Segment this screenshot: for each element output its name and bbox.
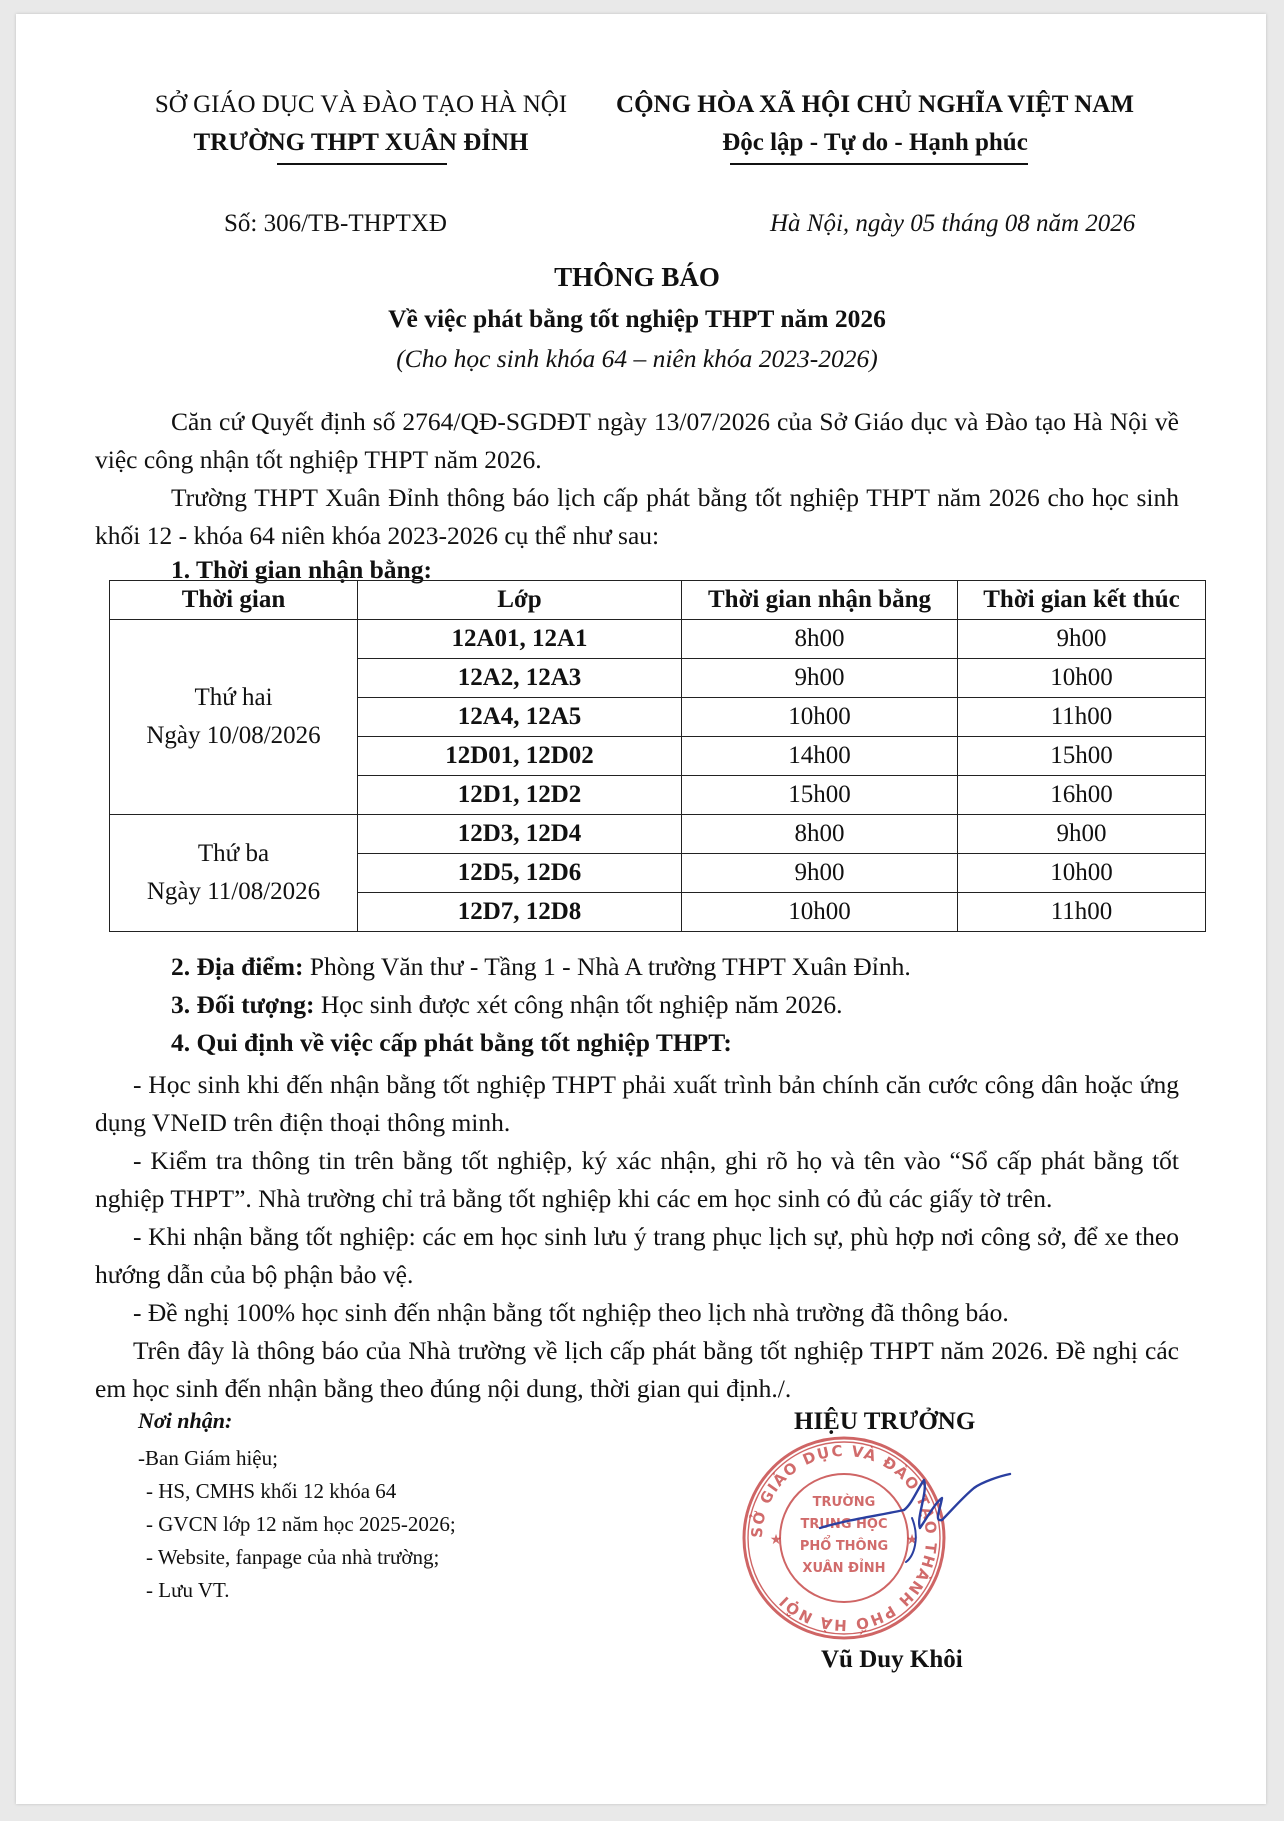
day-date: Ngày 11/08/2026 bbox=[146, 878, 321, 905]
seal-star-icon: ★ bbox=[905, 1532, 919, 1548]
class-cell: 12A2, 12A3 bbox=[358, 659, 682, 698]
end-time-cell: 9h00 bbox=[958, 815, 1206, 854]
end-time-cell: 11h00 bbox=[958, 893, 1206, 932]
issuer-department: SỞ GIÁO DỤC VÀ ĐÀO TẠO HÀ NỘI bbox=[154, 91, 568, 118]
closing-paragraph: Trên đây là thông báo của Nhà trường về lịch cấp phát bằng tốt nghiệp THPT năm 2026. Đề nghị các em học sinh đến nhận bằng theo đúng nội dung, thời gian qui định./. bbox=[95, 1336, 1179, 1403]
issuer-school: TRƯỜNG THPT XUÂN ĐỈNH bbox=[193, 129, 529, 156]
document-title: THÔNG BÁO bbox=[554, 262, 720, 292]
class-cell: 12A01, 12A1 bbox=[358, 620, 682, 659]
seal-inner-text: TRUNG HỌC bbox=[800, 1517, 888, 1532]
intro-paragraph-1: Căn cứ Quyết định số 2764/QĐ-SGDĐT ngày 13/07/2026 của Sở Giáo dục và Đào tạo Hà Nội về việc công nhận tốt nghiệp THPT năm 2026. bbox=[95, 407, 1179, 474]
signer-role: HIỆU TRƯỞNG bbox=[794, 1408, 976, 1435]
table-header-row bbox=[110, 581, 1206, 620]
schedule-table bbox=[109, 580, 1206, 932]
seal-inner-text: XUÂN ĐỈNH bbox=[802, 1561, 886, 1576]
recipient-item: - GVCN lớp 12 năm học 2025-2026; bbox=[146, 1512, 456, 1536]
document-subtitle-scope: (Cho học sinh khóa 64 – niên khóa 2023-2026) bbox=[396, 344, 878, 373]
class-cell: 12D01, 12D02 bbox=[358, 737, 682, 776]
document-page bbox=[16, 14, 1266, 1804]
class-cell: 12D7, 12D8 bbox=[358, 893, 682, 932]
national-title: CỘNG HÒA XÃ HỘI CHỦ NGHĨA VIỆT NAM bbox=[616, 91, 1134, 118]
end-time-cell: 9h00 bbox=[958, 620, 1206, 659]
national-motto-block bbox=[594, 86, 1156, 162]
place-date: Hà Nội, ngày 05 tháng 08 năm 2026 bbox=[770, 210, 1136, 237]
start-time-cell: 8h00 bbox=[682, 620, 958, 659]
column-header: Lớp bbox=[358, 581, 682, 620]
motto-underline bbox=[730, 163, 1028, 165]
seal-inner-text: PHỔ THÔNG bbox=[799, 1539, 889, 1554]
day-weekday: Thứ hai bbox=[194, 684, 273, 711]
column-header: Thời gian kết thúc bbox=[958, 581, 1206, 620]
section-4-title: 4. Qui định về việc cấp phát bằng tốt nghiệp THPT: bbox=[171, 1028, 732, 1057]
table-row bbox=[110, 620, 1206, 659]
intro-paragraph-2: Trường THPT Xuân Đỉnh thông báo lịch cấp phát bằng tốt nghiệp THPT năm 2026 cho học sinh khối 12 - khóa 64 niên khóa 2023-2026 cụ thể như sau: bbox=[95, 483, 1179, 550]
day-cell bbox=[110, 815, 358, 932]
handwritten-signature bbox=[816, 1458, 1016, 1568]
document-number: Số: 306/TB-THPTXĐ bbox=[224, 210, 447, 237]
rule-item: - Kiểm tra thông tin trên bằng tốt nghiệp, ký xác nhận, ghi rõ họ và tên vào “Sổ cấp phát bằng tốt nghiệp THPT”. Nhà trường chỉ trả bằng tốt nghiệp khi các em học sinh có đủ các giấy tờ trên. bbox=[95, 1146, 1179, 1213]
national-motto: Độc lập - Tự do - Hạnh phúc bbox=[722, 129, 1028, 156]
seal-outer-text: SỞ GIÁO DỤC VÀ ĐÀO TẠO THÀNH PHỐ HÀ NỘI bbox=[747, 1441, 941, 1635]
signer-name: Vũ Duy Khôi bbox=[821, 1646, 963, 1673]
recipient-item: - Website, fanpage của nhà trường; bbox=[146, 1545, 440, 1569]
recipient-item: -Ban Giám hiệu; bbox=[138, 1446, 278, 1470]
day-cell bbox=[110, 620, 358, 815]
class-cell: 12A4, 12A5 bbox=[358, 698, 682, 737]
section-1-title: 1. Thời gian nhận bằng: bbox=[171, 555, 432, 584]
section-3-audience: 3. Đối tượng: Học sinh được xét công nhận tốt nghiệp năm 2026. bbox=[171, 990, 843, 1019]
start-time-cell: 9h00 bbox=[682, 659, 958, 698]
rule-item: - Đề nghị 100% học sinh đến nhận bằng tốt nghiệp theo lịch nhà trường đã thông báo. bbox=[133, 1298, 1009, 1327]
rule-item: - Học sinh khi đến nhận bằng tốt nghiệp THPT phải xuất trình bản chính căn cước công dân hoặc ứng dụng VNeID trên điện thoại thông minh. bbox=[95, 1070, 1179, 1137]
end-time-cell: 10h00 bbox=[958, 659, 1206, 698]
end-time-cell: 11h00 bbox=[958, 698, 1206, 737]
start-time-cell: 10h00 bbox=[682, 698, 958, 737]
class-cell: 12D1, 12D2 bbox=[358, 776, 682, 815]
table-row bbox=[110, 815, 1206, 854]
class-cell: 12D3, 12D4 bbox=[358, 815, 682, 854]
recipients-title: Nơi nhận: bbox=[138, 1408, 233, 1433]
issuer-block bbox=[122, 86, 600, 162]
start-time-cell: 9h00 bbox=[682, 854, 958, 893]
class-cell: 12D5, 12D6 bbox=[358, 854, 682, 893]
start-time-cell: 10h00 bbox=[682, 893, 958, 932]
end-time-cell: 16h00 bbox=[958, 776, 1206, 815]
section-2-location: 2. Địa điểm: Phòng Văn thư - Tầng 1 - Nhà A trường THPT Xuân Đỉnh. bbox=[171, 952, 911, 981]
end-time-cell: 15h00 bbox=[958, 737, 1206, 776]
day-date: Ngày 10/08/2026 bbox=[146, 722, 321, 749]
start-time-cell: 15h00 bbox=[682, 776, 958, 815]
recipient-item: - HS, CMHS khối 12 khóa 64 bbox=[146, 1479, 397, 1503]
recipient-item: - Lưu VT. bbox=[146, 1578, 230, 1602]
day-weekday: Thứ ba bbox=[197, 840, 270, 867]
seal-inner-text: TRƯỜNG bbox=[812, 1495, 876, 1510]
start-time-cell: 14h00 bbox=[682, 737, 958, 776]
column-header: Thời gian bbox=[110, 581, 358, 620]
start-time-cell: 8h00 bbox=[682, 815, 958, 854]
end-time-cell: 10h00 bbox=[958, 854, 1206, 893]
rule-item: - Khi nhận bằng tốt nghiệp: các em học sinh lưu ý trang phục lịch sự, phù hợp nơi công sở, để xe theo hướng dẫn của bộ phận bảo vệ. bbox=[95, 1222, 1179, 1289]
document-subtitle: Về việc phát bằng tốt nghiệp THPT năm 2026 bbox=[388, 304, 886, 333]
column-header: Thời gian nhận bằng bbox=[682, 581, 958, 620]
issuer-underline bbox=[277, 163, 447, 165]
seal-star-icon: ★ bbox=[769, 1532, 783, 1548]
